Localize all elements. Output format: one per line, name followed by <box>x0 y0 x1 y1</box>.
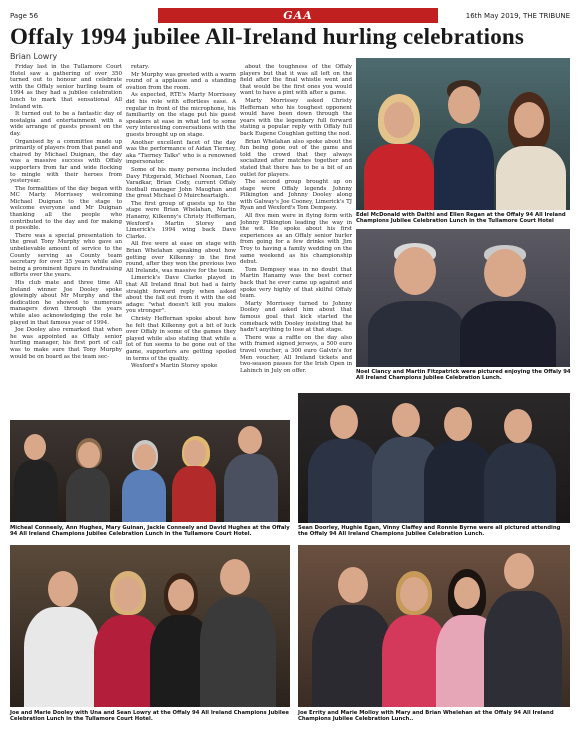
paragraph: Brian Whelahan also spoke about the fun being gone out of the game and told the crowd that they always socialized after matches together and stated that there has to be a bit of an outlet for players. <box>240 138 352 178</box>
photo-regan-family <box>356 58 570 210</box>
paragraph: Another excellent facet of the day was the performance of Aidan Tierney, aka "Tierney Talks" who is a renowned impersonator. <box>126 139 236 166</box>
paragraph: It turned out to be a fantastic day of nostalgia and entertainment with a wide arrange of guests present on the day. <box>10 111 122 137</box>
page-header <box>8 6 572 26</box>
photo-caption: Edel McDonald with Daithi and Ellen Regan at the Offaly 94 All Ireland Champions Jubilee Celebration Lunch in the Tullamore Court Hotel <box>356 212 566 225</box>
paragraph: Joe Dooley also remarked that when he was appointed as Offaly senior hurling manager, his first port of call was to make sure that Tony Murphy would be on board as the team sec- <box>10 327 122 360</box>
paragraph: The first group of guests up to the stage were Brian Whelahan, Martin Hanamy, Kilkenny's Christy Heffernan, Wexford's Martin Storey and Limerick's 1994 wing back Dave Clarke. <box>126 200 236 240</box>
paragraph: Limerick's Dave Clarke played in that All Ireland final but had a fairly straight forward reply when asked about the fall out from it with the old adage: "what doesn't kill you makes you stronger". <box>126 275 236 315</box>
paragraph: Friday last in the Tullamore Court Hotel saw a gathering of over 350 turned out to honour and celebrate with the Offaly senior hurling team of 1994 as they had a jubilee celebration lunch to mark that sensational All Ireland win. <box>10 64 122 110</box>
photo-doorley-egan-claffey-byrne <box>298 393 570 523</box>
article-column-2 <box>126 64 236 414</box>
paragraph: Wexford's Martin Storey spoke <box>131 363 218 370</box>
paragraph: Organised by a committee made up primarily of players from that panel and chaired by Michael Duignan, the day was a massive success with Offaly supporters from far and wide flocking to mingle with their heroes from yesteryear. <box>10 138 122 185</box>
photo-caption: Joe Errity and Marie Molloy with Mary and Brian Whelehan at the Offaly 94 All Ireland Champions Jubilee Celebration Lunch.. <box>298 710 554 723</box>
photo-errity-molloy-whelehan <box>298 545 570 707</box>
photo-caption: Sean Doorley, Hughie Egan, Vinny Claffey and Ronnie Byrne were all pictured attending the Offaly 94 All Ireland Champions Jubilee Celebration Lunch. <box>298 525 561 538</box>
paragraph: As expected, RTE's Marty Morrissey did his role with effortless ease. A regular in front of the microphone, his familiarity on the stage put his guest speakers at ease in what led to some very interesting conversations with the guests brought up on stage. <box>126 92 236 138</box>
article-column-3 <box>240 64 352 414</box>
article-headline: Offaly 1994 jubilee All-Ireland hurling celebrations <box>10 24 525 49</box>
photo-caption: Noel Clancy and Martin Fitzpatrick were pictured enjoying the Offaly 94 All Ireland Champions Jubilee Celebration Lunch. <box>356 369 571 382</box>
paragraph: Marty Morrissey turned to Johnny Dooley and asked him about that famous goal that kick started the comeback with Dooley insisting that he hadn't anything to lose at that stage. <box>240 300 352 334</box>
paragraph: Tom Dempsey was in no doubt that Martin Hanamy was the best corner back that he ever came up against and spoke very highly of that skilful Offaly team. <box>240 266 352 300</box>
article-column-1 <box>10 64 122 414</box>
paragraph: All five were at ease on stage with Brian Whelahan speaking about how getting over Kilkenny in the first round, after they won the previous two All Irelands, was massive for the team. <box>126 241 236 274</box>
paragraph: Mr Murphy was greeted with a warm round of a applause and a standing ovation from the room. <box>126 71 236 91</box>
photo-clancy-fitzpatrick <box>356 229 570 367</box>
photo-caption: Micheal Conneely, Ann Hughes, Mary Guinan, Jackie Conneely and David Hughes at the Offaly 94 All Ireland Champions Jubilee Celebration Lunch in the Tullamore Court Hotel. <box>10 525 290 538</box>
paragraph: retary. <box>131 64 150 70</box>
section-banner: GAA <box>158 8 438 23</box>
paragraph: Marty Morrissey asked Christy Heffernan who his toughest opponent would have been down through the years with the legendary full forward stating a popular reply with Offaly full back Eugene Coughlan getting the nod. <box>240 97 352 137</box>
paragraph: Some of his many persona included Davy Fitzgerald, Michael Noonan, Leo Varadkar, Brian Cody, current Offaly football manager John Maughan and the great Michael O Muircheartaigh. <box>126 166 236 200</box>
paragraph: The formalities of the day began with MC Marty Morrissey welcoming Michael Duignan to the stage to welcome everyone and Mr Duignan thanking all the people who contributed to the day and for making it possible. <box>10 185 122 232</box>
photo-conneely-hughes <box>10 420 290 522</box>
paragraph: There was a raffle on the day also with framed signed jerseys, a 500 euro travel voucher, a 300 euro Galvin's for Men voucher, All Ireland tickets and two-season passes for the Irish Open in Lahinch in July on offer. <box>240 334 352 374</box>
paragraph: The second group brought up on stage were Offaly legends Johnny Pilkington and Johnny Dooley along with Galway's Joe Cooney, Limerick's TJ Ryan and Wexford's Tom Dempsey. <box>240 179 352 212</box>
paragraph: about the toughness of the Offaly players but that it was all left on the field after the final whistle went and that would be the first ones you would want to have a pint with after a game. <box>240 64 352 97</box>
paragraph: Christy Heffernan spoke about how he felt that Kilkenny got a bit of luck over Offaly in some of the games they played while also stating that while a lot of fun seems to be gone out of the game, supporters are getting spoiled in terms of the quality. <box>126 315 236 362</box>
photo-caption: Joe and Marie Dooley with Una and Sean Lowry at the Offaly 94 All Ireland Champions Jubilee Celebration Lunch in the Tullamore Court Hotel. <box>10 710 289 723</box>
article-byline: Brian Lowry <box>10 52 58 61</box>
paragraph: All five men were in flying form with Johnny Pilkington leading the way in the wit. He spoke about his first experiences as an Offaly senior hurler from going for a few drinks with Jim Troy to having a family wedding on the same weekend as his championship debut. <box>240 213 352 266</box>
paragraph: There was a special presentation to the great Tony Murphy who gave an unbelievable amount of service to the County serving as County team secretary for over 35 years while also being a prominent figure in fundraising efforts over the years. <box>10 232 122 279</box>
photo-dooley-lowry <box>10 545 290 707</box>
paragraph: His club mate and three time All Ireland winner Joe Dooley spoke glowingly about Mr Murphy and the dedication he showed to numerous managers down through the years while also acknowledging the role he played in that famous year of 1994. <box>10 280 122 326</box>
issue-date: 16th May 2019, THE TRIBUNE <box>465 12 570 20</box>
page-number: Page 56 <box>10 12 39 20</box>
